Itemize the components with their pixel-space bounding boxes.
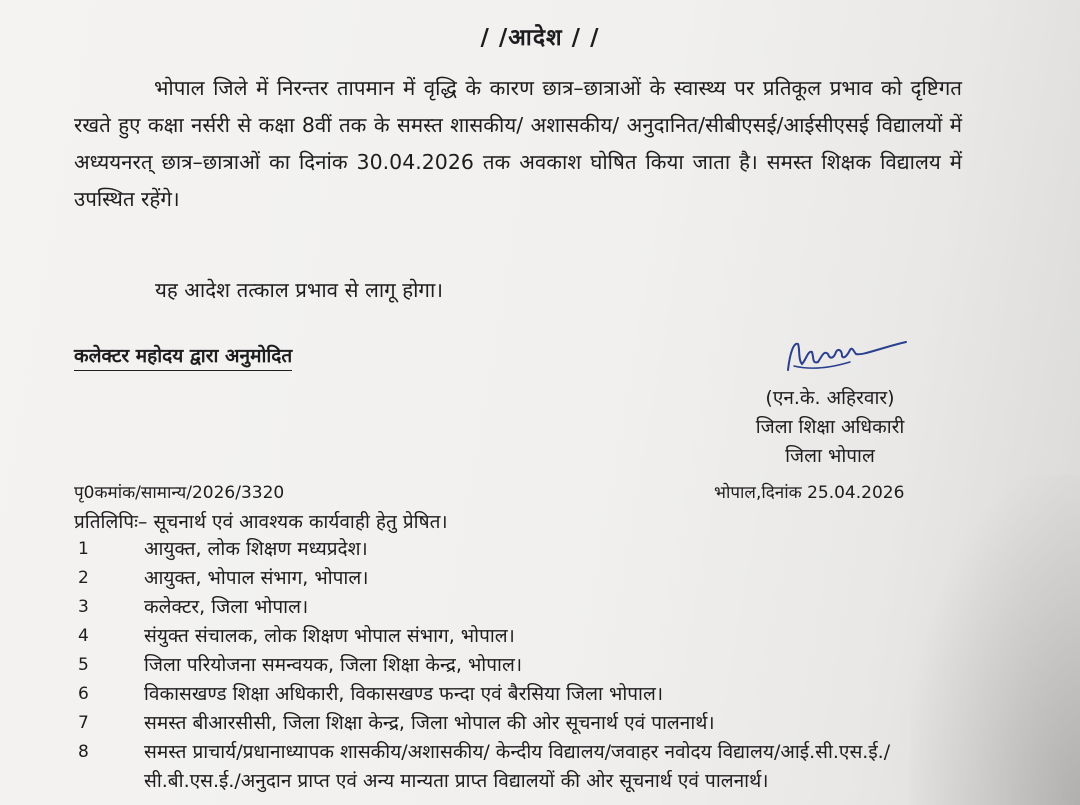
list-item-number: 3 [78, 597, 89, 617]
order-heading: / /आदेश / / [480, 25, 600, 51]
list-item-text: संयुक्त संचालक, लोक शिक्षण भोपाल संभाग, भोपाल। [144, 625, 515, 647]
list-item [74, 535, 964, 564]
effect-line: यह आदेश तत्काल प्रभाव से लागू होगा। [155, 278, 444, 302]
signatory-name: (एन.के. अहिरवार) [765, 387, 895, 409]
list-item-number: 7 [78, 713, 89, 733]
list-item [74, 709, 964, 738]
list-item-text: जिला परियोजना समन्वयक, जिला शिक्षा केन्द्र, भोपाल। [144, 654, 523, 676]
copy-to-line: प्रतिलिपिः– सूचनार्थ एवं आवश्यक कार्यवाही हेतु प्रेषित। [74, 511, 448, 533]
signature-block [700, 384, 960, 471]
signatory-designation: जिला शिक्षा अधिकारी [755, 416, 905, 438]
list-item [74, 738, 964, 796]
approval-note: कलेक्टर महोदय द्वारा अनुमोदित [74, 342, 292, 371]
list-item [74, 651, 964, 680]
list-item [74, 564, 964, 593]
list-item-number: 5 [78, 655, 89, 675]
list-item-number: 4 [78, 626, 89, 646]
list-item-text: आयुक्त, लोक शिक्षण मध्यप्रदेश। [144, 538, 368, 560]
list-item-number: 1 [78, 539, 89, 559]
reference-number: पृ0कमांक/सामान्य/2026/3320 [74, 483, 285, 503]
list-item-text: कलेक्टर, जिला भोपाल। [144, 596, 309, 618]
list-item-number: 8 [78, 742, 89, 762]
list-item-text: समस्त बीआरसीसी, जिला शिक्षा केन्द्र, जिला भोपाल की ओर सूचनार्थ एवं पालनार्थ। [144, 712, 715, 734]
recipient-list [74, 535, 964, 796]
place-date: भोपाल,दिनांक 25.04.2026 [714, 483, 905, 503]
list-item [74, 680, 964, 709]
order-paragraph: भोपाल जिले में निरन्तर तापमान में वृद्धि के कारण छात्र–छात्राओं के स्वास्थ्य पर प्रतिकूल प्रभाव को दृष्टिगत रखते हुए कक्षा नर्सरी से कक्षा 8वीं तक के समस्त शासकीय/ अशासकीय/ अनुदानित/सीबीएसई/आईसीएसई विद्यालयों में अध्ययनरत् छात्र–छात्राओं का दिनांक 30.04.2026 तक अवकाश घोषित किया जाता है। समस्त शिक्षक विद्यालय में उपस्थित रहेंगे। [74, 76, 962, 211]
list-item [74, 593, 964, 622]
list-item-text: समस्त प्राचार्य/प्रधानाध्यापक शासकीय/अशासकीय/ केन्दीय विद्यालय/जवाहर नवोदय विद्यालय/आई.सी.एस.ई./सी.बी.एस.ई./अनुदान प्राप्त एवं अन्य मान्यता प्राप्त विद्यालयों की ओर सूचनार्थ एवं पालनार्थ। [144, 741, 891, 792]
list-item-number: 2 [78, 568, 89, 588]
list-item-text: विकासखण्ड शिक्षा अधिकारी, विकासखण्ड फन्दा एवं बैरसिया जिला भोपाल। [144, 683, 664, 705]
signatory-district: जिला भोपाल [785, 445, 875, 467]
list-item [74, 622, 964, 651]
list-item-number: 6 [78, 684, 89, 704]
list-item-text: आयुक्त, भोपाल संभाग, भोपाल। [144, 567, 369, 589]
signature-image [780, 330, 910, 380]
